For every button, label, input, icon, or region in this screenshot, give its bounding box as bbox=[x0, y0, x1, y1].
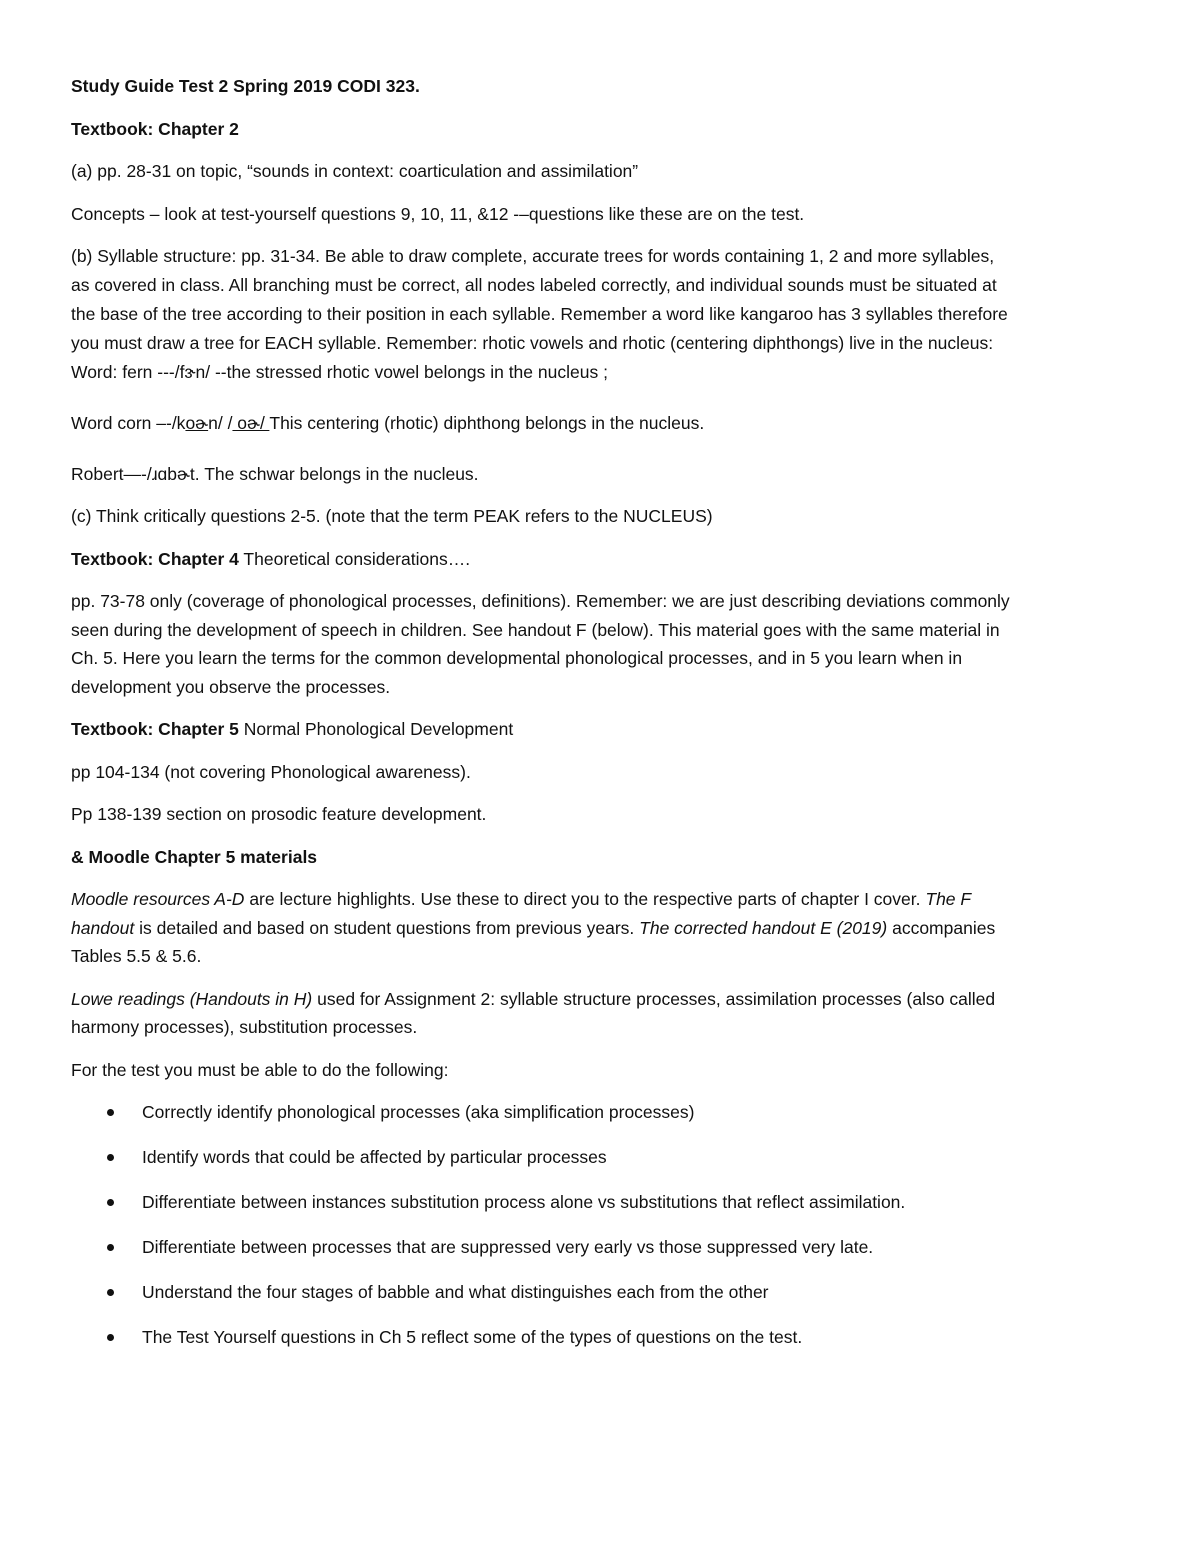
bullet-icon bbox=[107, 1289, 114, 1296]
document-body bbox=[71, 72, 1141, 1368]
moodle-resources: Moodle resources A-D are lecture highlights. Use these to direct you to the respective parts of chapter I cover. The F handout is detailed and based on student questions from previous years. The corrected handout E (2019) accompanies Tables 5.5 & 5.6. bbox=[71, 889, 996, 966]
list-item: Differentiate between instances substitution process alone vs substitutions that reflect assimilation. bbox=[71, 1188, 1141, 1217]
chapter-4-body bbox=[71, 587, 1141, 701]
moodle-heading: & Moodle Chapter 5 materials bbox=[71, 846, 318, 867]
bullet-icon bbox=[107, 1244, 114, 1251]
bullet-icon bbox=[107, 1199, 114, 1206]
word-robert-example: Robert—-/ɹɑbɚt. The schwar belongs in the nucleus. bbox=[71, 463, 479, 484]
page-title: Study Guide Test 2 Spring 2019 CODI 323. bbox=[71, 76, 420, 96]
chapter-2-heading: Textbook: Chapter 2 bbox=[71, 118, 239, 139]
list-item: Differentiate between processes that are suppressed very early vs those suppressed very late. bbox=[71, 1233, 1141, 1262]
chapter-4-line: pp. 73-78 only (coverage of phonological processes, definitions). Remember: we are just describing deviations commonly bbox=[71, 591, 1010, 611]
lowe-readings: Lowe readings (Handouts in H) used for Assignment 2: syllable structure processes, assimilation processes (also called harmony processes), substitution processes. bbox=[71, 988, 996, 1037]
chapter-2-item-b bbox=[71, 242, 1141, 387]
bullet-icon bbox=[107, 1154, 114, 1161]
chapter-4-line: seen during the development of speech in children. See handout F (below). This material goes with the same material in bbox=[71, 619, 1000, 640]
chapter-2-concepts: Concepts – look at test-yourself questions 9, 10, 11, &12 -–questions like these are on the test. bbox=[71, 203, 805, 224]
list-item: The Test Yourself questions in Ch 5 reflect some of the types of questions on the test. bbox=[71, 1323, 1141, 1352]
item-b-line: (b) Syllable structure: pp. 31-34. Be able to draw complete, accurate trees for words containing 1, 2 and more syllables, bbox=[71, 246, 995, 266]
word-fern-example: Word: fern ---/fɝn/ --the stressed rhotic vowel belongs in the nucleus ; bbox=[71, 362, 608, 382]
item-b-line: as covered in class. All branching must be correct, all nodes labeled correctly, and individual sounds must be situated at bbox=[71, 275, 997, 295]
word-corn-example: Word corn –-/koɚn/ / oɚ/ This centering (rhotic) diphthong belongs in the nucleus. bbox=[71, 413, 705, 433]
chapter-4-heading: Textbook: Chapter 4 Theoretical considerations…. bbox=[71, 548, 471, 569]
chapter-5-pages: pp 104-134 (not covering Phonological awareness). bbox=[71, 761, 471, 782]
chapter-2-item-a: (a) pp. 28-31 on topic, “sounds in context: coarticulation and assimilation” bbox=[71, 161, 639, 181]
list-item: Correctly identify phonological processes (aka simplification processes) bbox=[71, 1098, 1141, 1127]
test-requirements-list bbox=[71, 1098, 1141, 1352]
item-b-line: you must draw a tree for EACH syllable. Remember: rhotic vowels and rhotic (centering diphthongs) live in the nucleus: bbox=[71, 333, 994, 353]
test-intro: For the test you must be able to do the following: bbox=[71, 1059, 449, 1080]
chapter-4-line: development you observe the processes. bbox=[71, 676, 391, 697]
bullet-icon bbox=[107, 1334, 114, 1341]
chapter-5-heading: Textbook: Chapter 5 Normal Phonological Development bbox=[71, 719, 514, 739]
list-item: Understand the four stages of babble and what distinguishes each from the other bbox=[71, 1278, 1141, 1307]
chapter-4-line: Ch. 5. Here you learn the terms for the common developmental phonological processes, and in 5 you learn when in bbox=[71, 648, 963, 668]
item-b-line: the base of the tree according to their position in each syllable. Remember a word like kangaroo has 3 syllables therefore bbox=[71, 304, 1008, 324]
chapter-2-item-c: (c) Think critically questions 2-5. (note that the term PEAK refers to the NUCLEUS) bbox=[71, 506, 713, 526]
list-item: Identify words that could be affected by particular processes bbox=[71, 1143, 1141, 1172]
bullet-icon bbox=[107, 1109, 114, 1116]
chapter-5-prosodic: Pp 138-139 section on prosodic feature development. bbox=[71, 804, 487, 824]
